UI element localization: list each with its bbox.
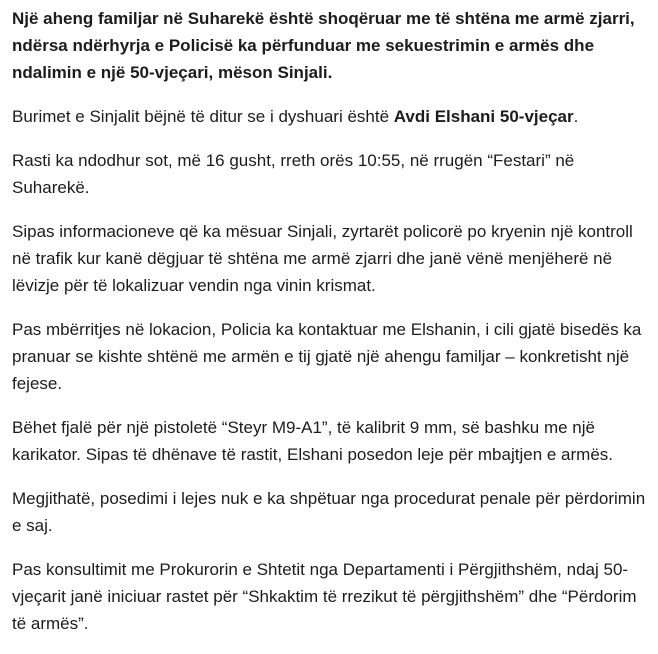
suspect-intro-text: Burimet e Sinjalit bëjnë të ditur se i dyshuari është [12, 107, 394, 126]
article-paragraph-police-control: Sipas informacioneve që ka mësuar Sinjali, zyrtarët policorë po kryenin një kontroll në trafik kur kanë dëgjuar të shtëna me armë zjarri dhe janë vënë menjëherë në lëvizje për të lokalizuar vendin nga vinin krismat. [12, 222, 633, 295]
suspect-name: Avdi Elshani 50-vjeçar [393, 107, 574, 126]
suspect-end-punct: . [573, 107, 579, 126]
article-paragraph-contact: Pas mbërritjes në lokacion, Policia ka kontaktuar me Elshanin, i cili gjatë bisedës ka pranuar se kishte shtënë me armën e tij gjatë një ahengu familjar – konkretisht një fejese. [12, 320, 642, 393]
article-paragraph-charges: Pas konsultimit me Prokurorin e Shtetit nga Departamenti i Përgjithshëm, ndaj 50-vjeçarit janë iniciuar rastet për “Shkaktim të rrezikut të përgjithshëm” dhe “Përdorim të armës”. [12, 560, 637, 633]
article-paragraph-suspect [12, 103, 652, 130]
article-paragraph-weapon: Bëhet fjalë për një pistoletë “Steyr M9-A1”, të kalibrit 9 mm, së bashku me një karikator. Sipas të dhënave të rastit, Elshani posedon leje për mbajtjen e armës. [12, 418, 614, 464]
article-paragraph-time-location: Rasti ka ndodhur sot, më 16 gusht, rreth orës 10:55, në rrugën “Festari” në Suharekë. [12, 151, 575, 197]
article-lead: Një aheng familjar në Suharekë është shoqëruar me të shtëna me armë zjarri, ndërsa ndërhyrja e Policisë ka përfunduar me sekuestrimin e armës dhe ndalimin e një 50-vjeçari, mëson Sinjali. [12, 9, 635, 82]
article-paragraph-license: Megjithatë, posedimi i lejes nuk e ka shpëtuar nga procedurat penale për përdorimin e saj. [12, 489, 646, 535]
article-body [12, 5, 652, 654]
